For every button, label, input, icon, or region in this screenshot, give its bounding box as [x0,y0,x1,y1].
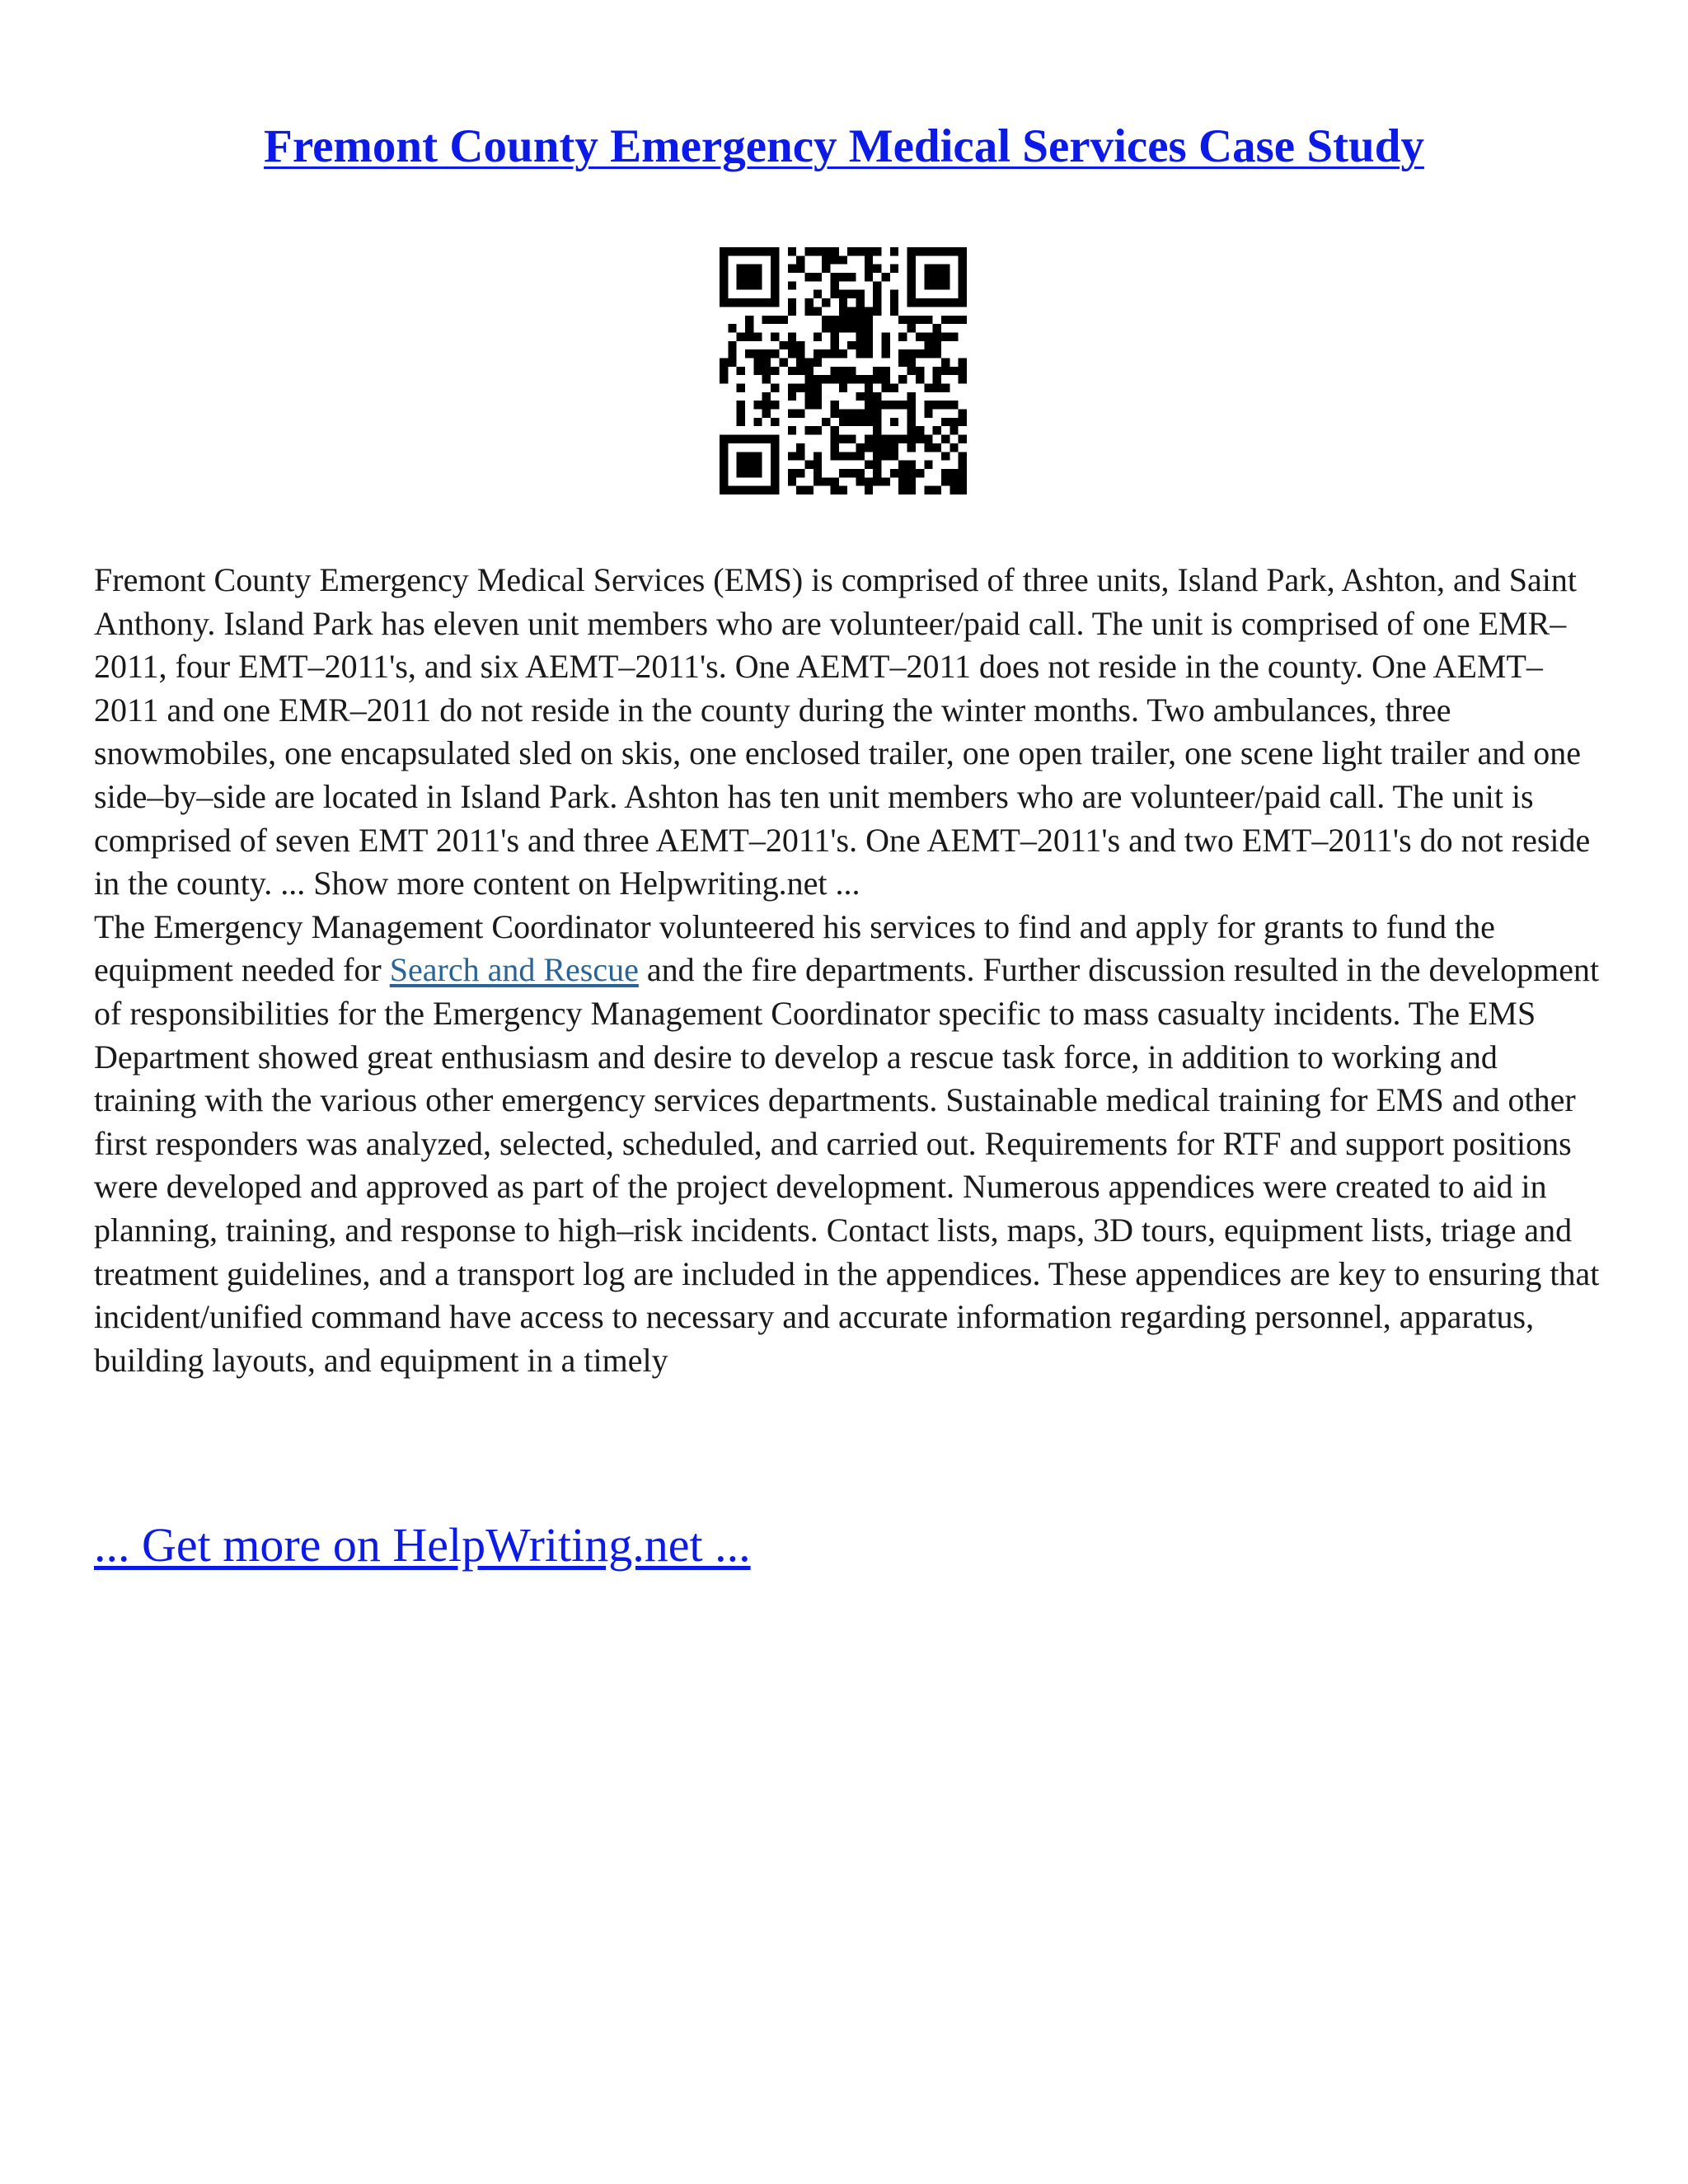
page-title [0,114,1688,180]
get-more-link[interactable]: ... Get more on HelpWriting.net ... [94,1518,751,1572]
title-link[interactable]: Fremont County Emergency Medical Services Case Study [264,120,1424,172]
article-body [94,559,1602,1382]
article-paragraph-1: Fremont County Emergency Medical Services (EMS) is comprised of three units, Island Park, Ashton, and Saint Anthony. Island Park has eleven unit members who are volunteer/paid call. The unit is comprised of one EMR–2011, four EMT–2011's, and six AEMT–2011's. One AEMT–2011 does not reside in the county. One AEMT–2011 and one EMR–2011 do not reside in the county during the winter months. Two ambulances, three snowmobiles, one encapsulated sled on skis, one enclosed trailer, one open trailer, one scene light trailer and one side–by–side are located in Island Park. Ashton has ten unit members who are volunteer/paid call. The unit is comprised of seven EMT 2011's and three AEMT–2011's. One AEMT–2011's and two EMT–2011's do not reside in the county. ... Show more content on Helpwriting.net ... [94,561,1591,902]
qr-code-icon [720,247,967,494]
paragraph-2-text-before: The Emergency Management Coordinator volunteered his services to find and apply for grants to fund the equipment needed for [94,907,1495,989]
search-and-rescue-link[interactable]: Search and Rescue [389,951,639,989]
paragraph-2-text-after: and the fire departments. Further discussion resulted in the development of responsibilities for the Emergency Management Coordinator specific to mass casualty incidents. The EMS Department showed great enthusiasm and desire to develop a rescue task force, in addition to working and training with the various other emergency services departments. Sustainable medical training for EMS and other first responders was analyzed, selected, scheduled, and carried out. Requirements for RTF and support positions were developed and approved as part of the project development. Numerous appendices were created to aid in planning, training, and response to high–risk incidents. Contact lists, maps, 3D tours, equipment lists, triage and treatment guidelines, and a transport log are included in the appendices. These appendices are key to ensuring that incident/unified command have access to necessary and accurate information regarding personnel, apparatus, building layouts, and equipment in a timely [94,951,1600,1379]
article-paragraph-2 [94,906,1602,1383]
